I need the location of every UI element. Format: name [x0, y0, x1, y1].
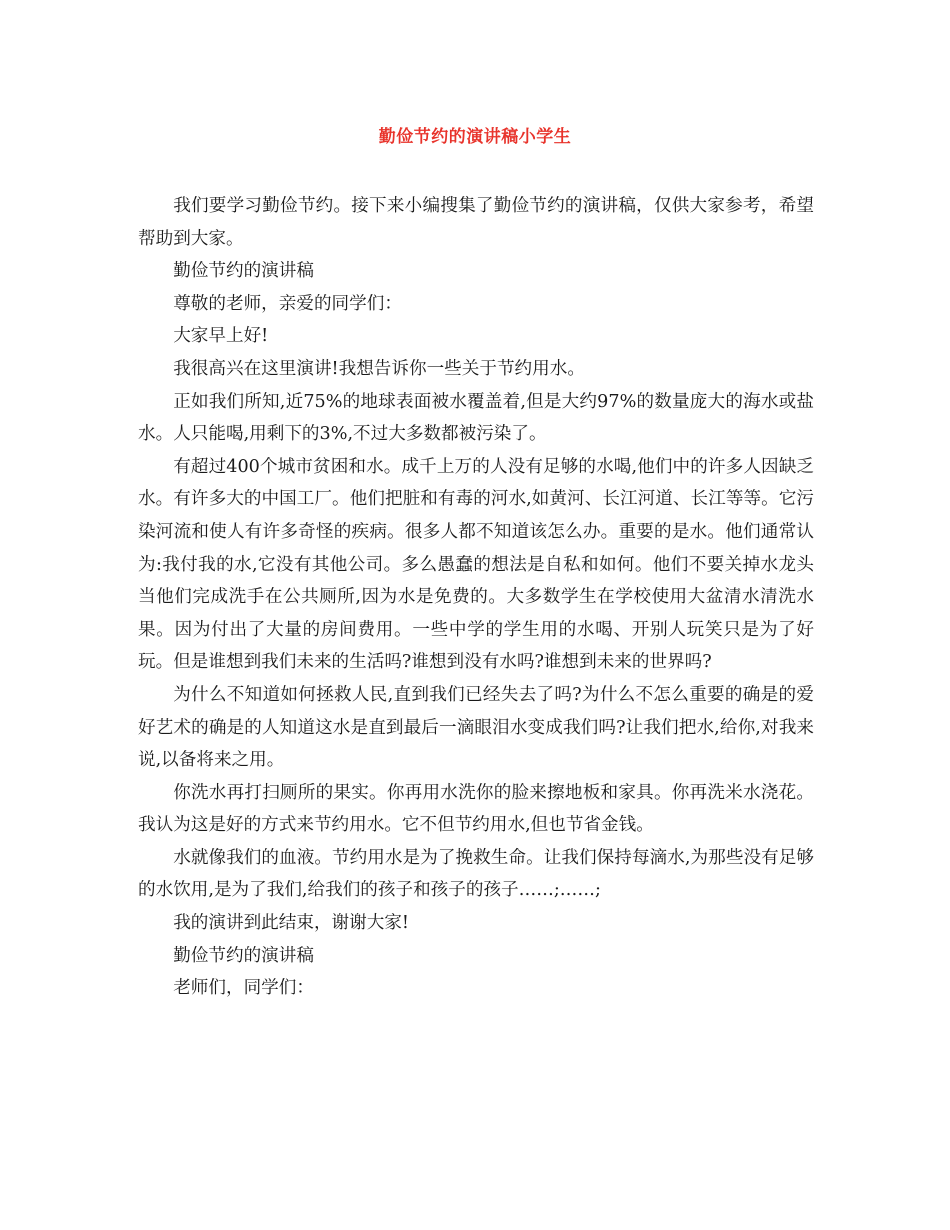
paragraph: 水就像我们的血液。节约用水是为了挽救生命。让我们保持每滴水,为那些没有足够的水饮用,是为了我们,给我们的孩子和孩子的孩子……;……;: [138, 847, 814, 901]
paragraph: 你洗水再打扫厕所的果实。你再用水洗你的脸来擦地板和家具。你再洗米水浇花。我认为这是好的方式来节约用水。它不但节约用水,但也节省金钱。: [138, 782, 814, 836]
document-body: [138, 190, 814, 1005]
paragraph: 有超过400个城市贫困和水。成千上万的人没有足够的水喝,他们中的许多人因缺乏水。有许多大的中国工厂。他们把脏和有毒的河水,如黄河、长江河道、长江等等。它污染河流和使人有许多奇怪的疾病。很多人都不知道该怎么办。重要的是水。他们通常认为:我付我的水,它没有其他公司。多么愚蠢的想法是自私和如何。他们不要关掉水龙头当他们完成洗手在公共厕所,因为水是免费的。大多数学生在学校使用大盆清水清洗水果。因为付出了大量的房间费用。一些中学的学生用的水喝、开别人玩笑只是为了好玩。但是谁想到我们未来的生活吗?谁想到没有水吗?谁想到未来的世界吗?: [138, 456, 814, 673]
paragraph: 为什么不知道如何拯救人民,直到我们已经失去了吗?为什么不怎么重要的确是的爱好艺术的确是的人知道这水是直到最后一滴眼泪水变成我们吗?让我们把水,给你,对我来说,以备将来之用。: [138, 684, 814, 771]
paragraph: 勤俭节约的演讲稿: [173, 261, 314, 282]
paragraph: 尊敬的老师，亲爱的同学们：: [173, 293, 402, 314]
paragraph: 我的演讲到此结束，谢谢大家!: [173, 913, 409, 934]
paragraph: 老师们，同学们：: [173, 978, 314, 999]
paragraph: 正如我们所知,近75%的地球表面被水覆盖着,但是大约97%的数量庞大的海水或盐水。人只能喝,用剩下的3%,不过大多数都被污染了。: [138, 391, 814, 445]
paragraph: 我们要学习勤俭节约。接下来小编搜集了勤俭节约的演讲稿，仅供大家参考，希望帮助到大家。: [138, 196, 814, 249]
document-title: 勤俭节约的演讲稿小学生: [378, 127, 572, 147]
paragraph: 勤俭节约的演讲稿: [173, 945, 314, 966]
paragraph: 大家早上好!: [173, 326, 269, 347]
paragraph: 我很高兴在这里演讲!我想告诉你一些关于节约用水。: [173, 358, 585, 379]
